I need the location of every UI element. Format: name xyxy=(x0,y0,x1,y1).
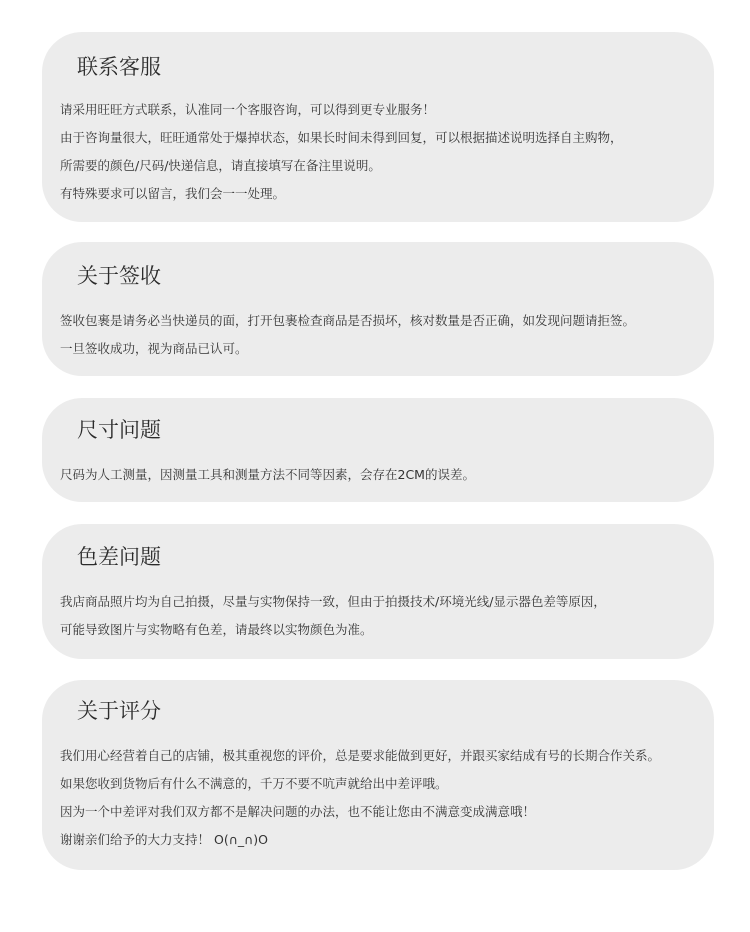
rating-card xyxy=(42,680,714,870)
size-card xyxy=(42,398,714,502)
contact-service-body xyxy=(60,96,696,208)
rating-title: 关于评分 xyxy=(77,699,161,723)
size-body xyxy=(60,461,696,489)
size-line-1: 尺码为人工测量，因测量工具和测量方法不同等因素，会存在2CM的误差。 xyxy=(60,467,475,482)
rating-line-4: 谢谢亲们给予的大力支持！ O(∩_∩)O xyxy=(60,832,268,847)
receipt-title: 关于签收 xyxy=(77,264,161,288)
size-title: 尺寸问题 xyxy=(77,418,161,442)
color-card xyxy=(42,524,714,659)
contact-line-3: 所需要的颜色/尺码/快递信息，请直接填写在备注里说明。 xyxy=(60,158,381,173)
color-line-1: 我店商品照片均为自己拍摄，尽量与实物保持一致，但由于拍摄技术/环境光线/显示器色差等原因， xyxy=(60,594,606,609)
rating-line-3: 因为一个中差评对我们双方都不是解决问题的办法，也不能让您由不满意变成满意哦！ xyxy=(60,804,536,819)
rating-body xyxy=(60,742,696,854)
color-line-2: 可能导致图片与实物略有色差，请最终以实物颜色为准。 xyxy=(60,622,373,637)
contact-line-1: 请采用旺旺方式联系，认准同一个客服咨询，可以得到更专业服务！ xyxy=(60,102,436,117)
contact-service-card xyxy=(42,32,714,222)
contact-line-4: 有特殊要求可以留言，我们会一一处理。 xyxy=(60,186,286,201)
rating-line-1: 我们用心经营着自己的店铺，极其重视您的评价，总是要求能做到更好，并跟买家结成有号的长期合作关系。 xyxy=(60,748,661,763)
receipt-line-1: 签收包裹是请务必当快递员的面，打开包裹检查商品是否损坏，核对数量是否正确，如发现问题请拒签。 xyxy=(60,313,636,328)
receipt-body xyxy=(60,307,696,363)
contact-service-title: 联系客服 xyxy=(77,55,161,79)
contact-line-2: 由于咨询量很大，旺旺通常处于爆掉状态，如果长时间未得到回复，可以根据描述说明选择自主购物， xyxy=(60,130,623,145)
color-title: 色差问题 xyxy=(77,545,161,569)
receipt-card xyxy=(42,242,714,376)
receipt-line-2: 一旦签收成功，视为商品已认可。 xyxy=(60,341,248,356)
color-body xyxy=(60,588,696,644)
rating-line-2: 如果您收到货物后有什么不满意的，千万不要不吭声就给出中差评哦。 xyxy=(60,776,448,791)
